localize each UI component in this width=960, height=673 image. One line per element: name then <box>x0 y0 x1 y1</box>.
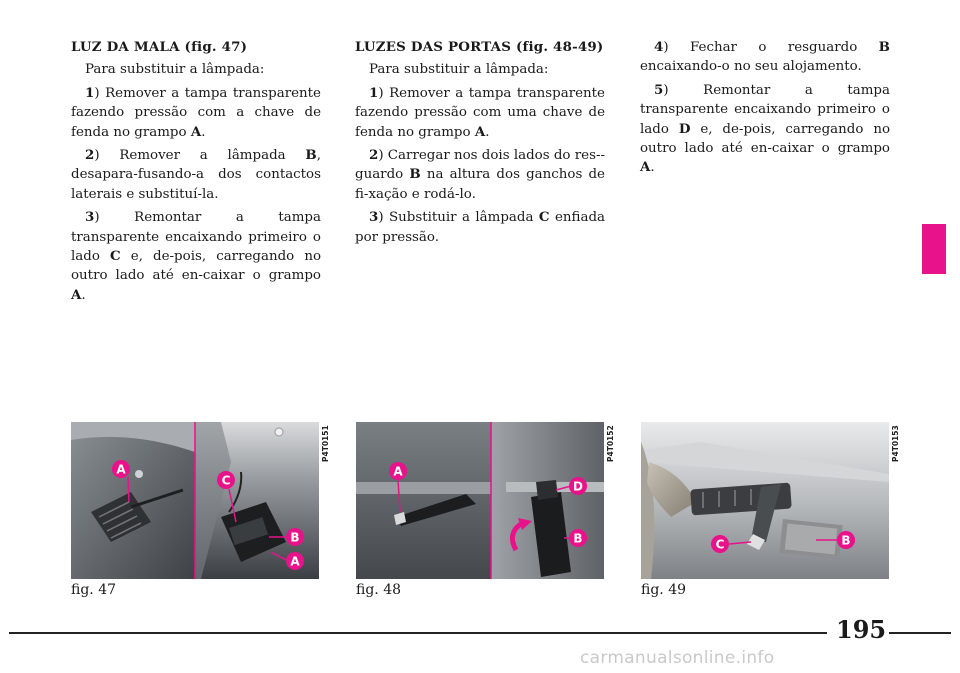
text-column-1 <box>71 38 321 309</box>
figure-code: P4T0153 <box>891 425 900 462</box>
callout-d: D <box>573 479 583 494</box>
section-heading-door-lights: LUZES DAS PORTAS (fig. 48-49) <box>355 39 604 55</box>
step-4: 4) Fechar o resguardo B encaixando-o no seu alojamento. <box>640 39 890 75</box>
callout-b: B <box>290 530 300 545</box>
text-column-3 <box>640 38 890 182</box>
callout-c: C <box>715 537 725 552</box>
figure-caption: fig. 49 <box>641 582 687 598</box>
step-3: 3) Remontar a tampa transparente encaixando primeiro o lado C e, de-pois, carregando no outro lado até en-caixar o grampo A. <box>71 209 322 303</box>
figure-48-photo <box>356 422 604 579</box>
figure-47-photo <box>71 422 319 579</box>
page-number: 195 <box>836 615 887 644</box>
figure-caption: fig. 48 <box>356 582 402 598</box>
callout-b: B <box>841 533 851 548</box>
step-3: 3) Substituir a lâmpada C enfiada por pressão. <box>355 209 606 245</box>
callout-a-top: A <box>116 462 126 477</box>
step-2: 2) Carregar nos dois lados do res-guardo B na altura dos ganchos de fi-xação e rodá-lo. <box>355 147 606 202</box>
figure-49-photo <box>641 422 889 579</box>
callout-a: A <box>393 464 403 479</box>
figure-code: P4T0152 <box>606 425 615 462</box>
section-tab-marker <box>922 224 946 274</box>
footer-rule-left <box>9 632 827 634</box>
figure-code: P4T0151 <box>321 425 330 462</box>
intro-text: Para substituir a lâmpada: <box>369 62 549 78</box>
text-column-2 <box>355 38 605 251</box>
callout-c: C <box>221 473 231 488</box>
step-5: 5) Remontar a tampa transparente encaixando primeiro o lado D e, de-pois, carregando no outro lado até en-caixar o grampo A. <box>640 81 891 176</box>
watermark: carmanualsonline.info <box>580 648 775 668</box>
figure-caption: fig. 47 <box>71 582 117 598</box>
step-1: 1) Remover a tampa transparente fazendo pressão com a chave de fenda no grampo A. <box>71 84 321 140</box>
callout-a-bottom: A <box>290 554 300 569</box>
footer-rule-right <box>889 632 951 634</box>
step-1: 1) Remover a tampa transparente fazendo pressão com uma chave de fenda no grampo A. <box>355 84 605 140</box>
callout-b: B <box>573 531 583 546</box>
intro-text: Para substituir a lâmpada: <box>85 62 265 78</box>
section-heading-trunk-light: LUZ DA MALA (fig. 47) <box>71 39 248 55</box>
step-2: 2) Remover a lâmpada B, desapara-fusando-a dos contactos laterais e substituí-la. <box>71 147 321 202</box>
